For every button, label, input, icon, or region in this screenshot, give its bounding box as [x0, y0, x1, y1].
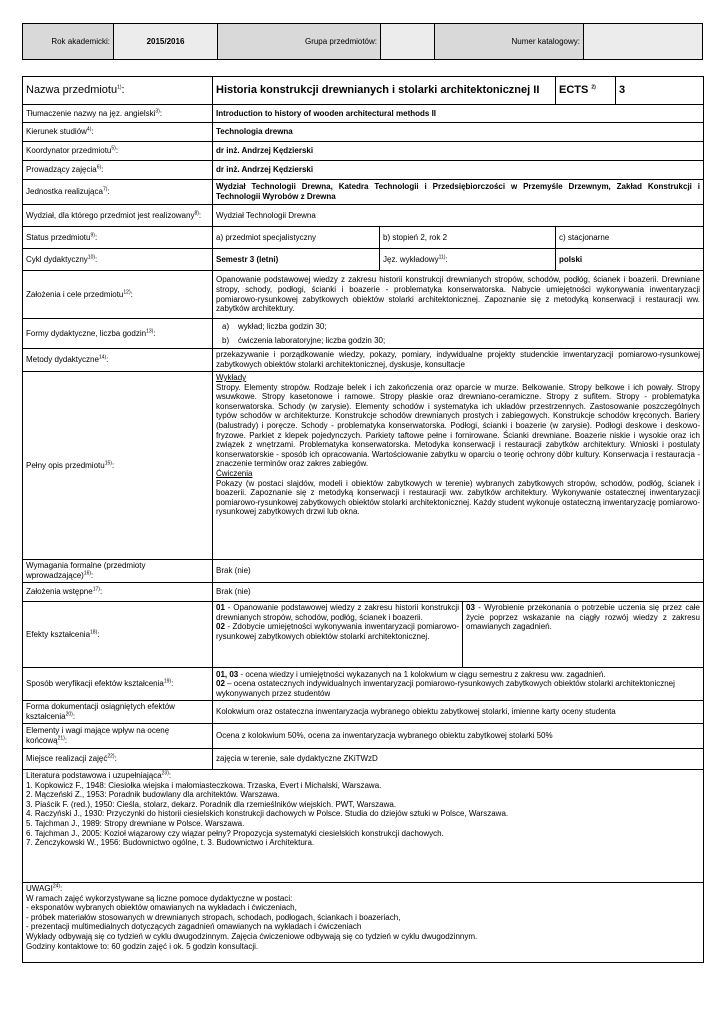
syllabus-table [22, 76, 704, 963]
verification-value [213, 668, 704, 701]
subject-group-value [381, 24, 435, 60]
location-label: Miejsce realizacji zajęć$^{22)}$: [23, 749, 213, 770]
verification-label: Sposób weryfikacji efektów kształcenia$^{19)}$: [23, 668, 213, 701]
full-description-value [213, 372, 704, 560]
literature-item: 1. Kopkowicz F., 1948: Ciesiołka wiejska i małomiasteczkowa. Trzaska, Evert i Michalski, Warszawa. [26, 780, 382, 790]
ects-value: 3 [616, 77, 704, 105]
ects-label: ECTS $^{2)}$ [556, 77, 616, 105]
english-name-value: Introduction to history of wooden architectural methods II [213, 105, 704, 123]
course-name-label: Nazwa przedmiotu$^{1)}$: [23, 77, 213, 105]
language-label: Jęz. wykładowy$^{11)}$: [380, 249, 556, 271]
instructor-label: Prowadzący zajęcia$^{6)}$: [23, 161, 213, 180]
outcomes-label: Efekty kształcenia$^{18)}$: [23, 602, 213, 668]
outcome-03: 03 - Wyrobienie przekonania o potrzebie uczenia się przez całe życie poprzez wskazanie na ciągły rozwój wiedzy z zakresu omawianych zagadnień. [466, 603, 700, 632]
cycle-label: Cykl dydaktyczny$^{10)}$: [23, 249, 213, 271]
unit-value: Wydział Technologii Drewna, Katedra Technologii i Przedsiębiorczości w Przemyśle Drzewnym, Zakład Konstrukcji i Technologii Wyrobów z Drewna [213, 180, 704, 205]
methods-value: przekazywanie i porządkowanie wiedzy, pokazy, pomiary, indywidualne projekty studenckie inwentaryzacji pomiarowo-rysunkowej zabytkowych obiektów stolarki architektonicznej, dyskusje, konsultacje [213, 349, 704, 372]
faculty-label: Wydział, dla którego przedmiot jest realizowany$^{8)}$: [23, 205, 213, 227]
requirements-value: Brak (nie) [213, 560, 704, 583]
teaching-form-a: a) wykład; liczba godzin 30; [222, 321, 327, 331]
outcome-02: 02 - Zdobycie umiejętności wykonywania inwentaryzacji pomiarowo-rysunkowej zabytkowych obiektów stolarki architektonicznej. [216, 622, 459, 641]
language-value: polski [556, 249, 704, 271]
outcomes-left [213, 602, 463, 668]
faculty-value: Wydział Technologii Drewna [213, 205, 704, 227]
catalog-number-label: Numer katalogowy: [435, 24, 584, 60]
teaching-forms-value [213, 319, 704, 349]
goals-value: Opanowanie podstawowej wiedzy z zakresu historii konstrukcji drewnianych stropów, schodów, podłóg, ścianek i boazerii. Drewniane stropy, schody, podłogi, ścianki i boazerie - problematyka konserwatorska. Nabycie umiejętności wykonywania inwentaryzacji pomiarowo-rysunkowej zabytkowych obiektów stolarki architektonicznej. Zapoznanie się z metodyką konserwacji i restauracji ww. zabytków architektury. [213, 271, 704, 319]
status-c: c) stacjonarne [556, 227, 704, 249]
verification-1: 01, 03 - ocena wiedzy i umiejętności wykazanych na 1 kolokwium w ciągu semestru z zakresu ww. zagadnień. [216, 669, 606, 679]
status-b: b) stopień 2, rok 2 [380, 227, 556, 249]
coordinator-label: Koordynator przedmiotu$^{5)}$: [23, 142, 213, 161]
notes-section [23, 883, 704, 963]
literature-title: Literatura podstawowa i uzupełniająca$^{23)}$: [26, 770, 172, 780]
catalog-number-value [584, 24, 703, 60]
literature-section [23, 770, 704, 883]
literature-item: 2. Mączeński Z., 1953: Poradnik budowlany dla architektów. Warszawa. [26, 790, 280, 800]
prerequisites-label: Założenia wstępne$^{17)}$: [23, 583, 213, 602]
status-a: a) przedmiot specjalistyczny [213, 227, 380, 249]
grading-label: Elementy i wagi mające wpływ na ocenę końcową$^{21)}$: [23, 724, 213, 749]
literature-item: 3. Piaścik F. (red.), 1950: Cieśla, stolarz, dekarz. Poradnik dla rzemieślników wiejskich. PWT, Warszawa. [26, 799, 397, 809]
field-of-study-value: Technologia drewna [213, 123, 704, 142]
academic-year-label: Rok akademicki: [23, 24, 114, 60]
location-value: zajęcia w terenie, sale dydaktyczne ZKiTWzD [213, 749, 704, 770]
status-label: Status przedmiotu$^{9)}$: [23, 227, 213, 249]
exercises-heading: Ćwiczenia [216, 468, 253, 478]
literature-item: 5. Tajchman J., 1989: Stropy drewniane w Polsce. Warszawa. [26, 818, 245, 828]
subject-group-label: Grupa przedmiotów: [218, 24, 381, 60]
teaching-form-b: b) ćwiczenia laboratoryjne; liczba godzin 30; [222, 335, 386, 345]
field-of-study-label: Kierunek studiów$^{4)}$: [23, 123, 213, 142]
instructor-value: dr inż. Andrzej Kędzierski [213, 161, 704, 180]
notes-line: - eksponatów wybranych obiektów omawianych na wykładach i ćwiczeniach, [26, 903, 297, 913]
full-description-label: Pełny opis przedmiotu$^{15)}$: [23, 372, 213, 560]
english-name-label: Tłumaczenie nazwy na jęz. angielski$^{3)}$: [23, 105, 213, 123]
literature-item: 4. Raczyński J., 1930: Przyczynki do historii ciesielskich konstrukcji dachowych w Polsce. Studia do dziejów sztuki w Polsce, Warszawa. [26, 809, 509, 819]
literature-item: 7. Żenczykowski W., 1956: Budownictwo ogólne, t. 3. Budownictwo i Architektura. [26, 838, 315, 848]
teaching-forms-label: Formy dydaktyczne, liczba godzin$^{13)}$: [23, 319, 213, 349]
lectures-heading: Wykłady [216, 373, 247, 382]
lectures-text: Stropy. Elementy stropów. Rodzaje belek i ich zakończenia oraz oparcie w murze. Belkowanie. Stropy belkowe i ich powały. Stropy wsuwkowe. Stropy kasetonowe i ramowe. Stropy płaskie oraz drewniano-ceramiczne. Stropy z sufitem. Stropy - problematyka konserwatorska. Schody (w zarysie). Elementy schodów i systematyka ich układów przestrzennych. Zastosowanie poszczególnych typów schodów w architekturze. Konstrukcje schodów drewnianych prostych i zabiegowych. Konstrukcje schodów kręconych. Bariery (balustrady) i poręcze. Schody - problematyka konserwatorska. Podłogi, ścianki i boazerie (w zarysie). Podłogi deskowe i deskowo-fryzowe. Parkiet z klepek pojedynczych. Parkiety taftowe pełne i fornirowane. Ścianki drewniane. Boazerie niskie i wysokie oraz ich związek z wnętrzami. Problematyka konserwatorska. Metodyka konserwacji i restauracji zabytków architektury. Wnioski i postulaty konserwatorskie - sposób ich opracowania. Wartościowanie zabytku w oparciu o teorię ochrony dóbr kultury. Konserwacja i restauracja - znaczenie terminów oraz zakres zabiegów. [216, 382, 700, 469]
grading-value: Ocena z kolokwium 50%, ocena za inwentaryzacja wybranego obiektu zabytkowej stolarki 50% [213, 724, 704, 749]
academic-year-value: 2015/2016 [114, 24, 218, 60]
course-name-value: Historia konstrukcji drewnianych i stolarki architektonicznej II [213, 77, 556, 105]
documentation-value: Kolokwium oraz ostateczna inwentaryzacja wybranego obiektu zabytkowej stolarki, imienne karty oceny studenta [213, 701, 704, 724]
exercises-text: Pokazy (w postaci slajdów, modeli i obiektów zabytkowych w terenie) wybranych zabytkowych stropów, schodów, podłóg, ścianek i boazerii. Zapoznanie się z metodyką konserwacji i restauracji ww. zabytków architektury. Wykonywanie ostatecznej inwentaryzacji pomiarowo-rysunkowej zabytkowych obiektów stolarki architektonicznej. Każdy student wykonuje ostateczną inwentaryzację pomiarowo-rysunkowej zabytkowych drzwi lub okna. [216, 478, 700, 517]
cycle-value: Semestr 3 (letni) [213, 249, 380, 271]
header-table [22, 23, 703, 60]
notes-line: W ramach zajęć wykorzystywane są liczne pomoce dydaktyczne w postaci: [26, 893, 293, 903]
methods-label: Metody dydaktyczne$^{14)}$: [23, 349, 213, 372]
requirements-label: Wymagania formalne (przedmioty wprowadzające)$^{16)}$: [23, 560, 213, 583]
verification-2: 02 – ocena ostatecznych indywidualnych inwentaryzacji pomiarowo-rysunkowych zabytkowych obiektów stolarki architektonicznej wykonywanych przez studentów [216, 679, 675, 698]
notes-line: Godziny kontaktowe to: 60 godzin zajęć i ok. 5 godzin konsultacji. [26, 941, 259, 951]
notes-line: - prezentacji multimedialnych dotyczących zagadnień omawianych na wykładach i ćwiczeniach [26, 922, 362, 932]
notes-title: UWAGI$^{24)}$: [26, 883, 63, 893]
notes-line: - próbek materiałów stosowanych w drewnianych stropach, schodach, podłogach, ściankach i boazeriach, [26, 912, 401, 922]
unit-label: Jednostka realizująca$^{7)}$: [23, 180, 213, 205]
prerequisites-value: Brak (nie) [213, 583, 704, 602]
documentation-label: Forma dokumentacji osiągniętych efektów kształcenia$^{20)}$: [23, 701, 213, 724]
literature-item: 6. Tajchman J., 2005: Kozioł wiązarowy czy wiązar pełny? Propozycja systematyki ciesielskich konstrukcji dachowych. [26, 828, 444, 838]
outcome-01: 01 - Opanowanie podstawowej wiedzy z zakresu historii konstrukcji drewnianych stropów, schodów, podłóg, ścianek i boazerii. [216, 603, 459, 622]
coordinator-value: dr inż. Andrzej Kędzierski [213, 142, 704, 161]
notes-line: Wykłady odbywają się co tydzień w cyklu dwugodzinnym. Zajęcia ćwiczeniowe odbywają się co tydzień w cyklu dwugodzinnym. [26, 931, 478, 941]
outcomes-right [463, 602, 704, 668]
goals-label: Założenia i cele przedmiotu$^{12)}$: [23, 271, 213, 319]
